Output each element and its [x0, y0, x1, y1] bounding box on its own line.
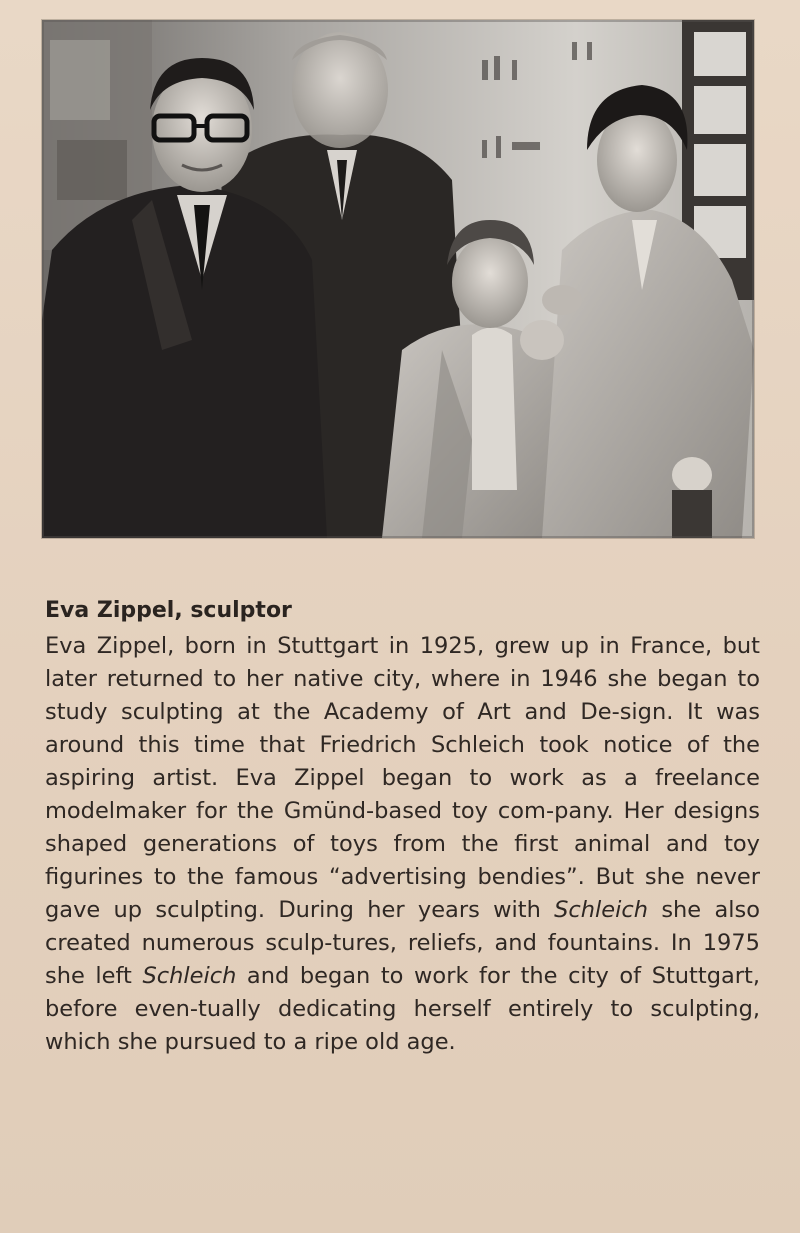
body-segment-1: Eva Zippel, born in Stuttgart in 1925, grew up in France, but later returned to her native city, where in 1946 she began to study sculpting at the Academy of Art and De-sign. It was around this time that Friedrich Schleich took notice of the aspiring artist. Eva Zippel began to work as a freelance modelmaker for the Gmünd-based toy com-pany. Her designs shaped generations of toys from the first animal and toy figurines to the famous “advertising bendies”. But she never gave up sculpting. During her years with	[45, 633, 760, 923]
body-segment-3: and began to work for the city of Stuttgart, before even-tually dedicating herself entirely to sculpting, which she pursued to a ripe old age.	[45, 963, 760, 1055]
body-segment-2: she also created numerous sculp-tures, reliefs, and fountains. In 1975 she left	[45, 897, 760, 989]
company-name-italic-2: Schleich	[142, 963, 237, 989]
caption-block	[45, 596, 760, 1059]
caption-title: Eva Zippel, sculptor	[45, 598, 292, 623]
toy-doll	[672, 457, 712, 538]
historical-group-photo	[42, 20, 754, 538]
caption-body	[45, 630, 760, 1059]
company-name-italic-1: Schleich	[554, 897, 649, 923]
